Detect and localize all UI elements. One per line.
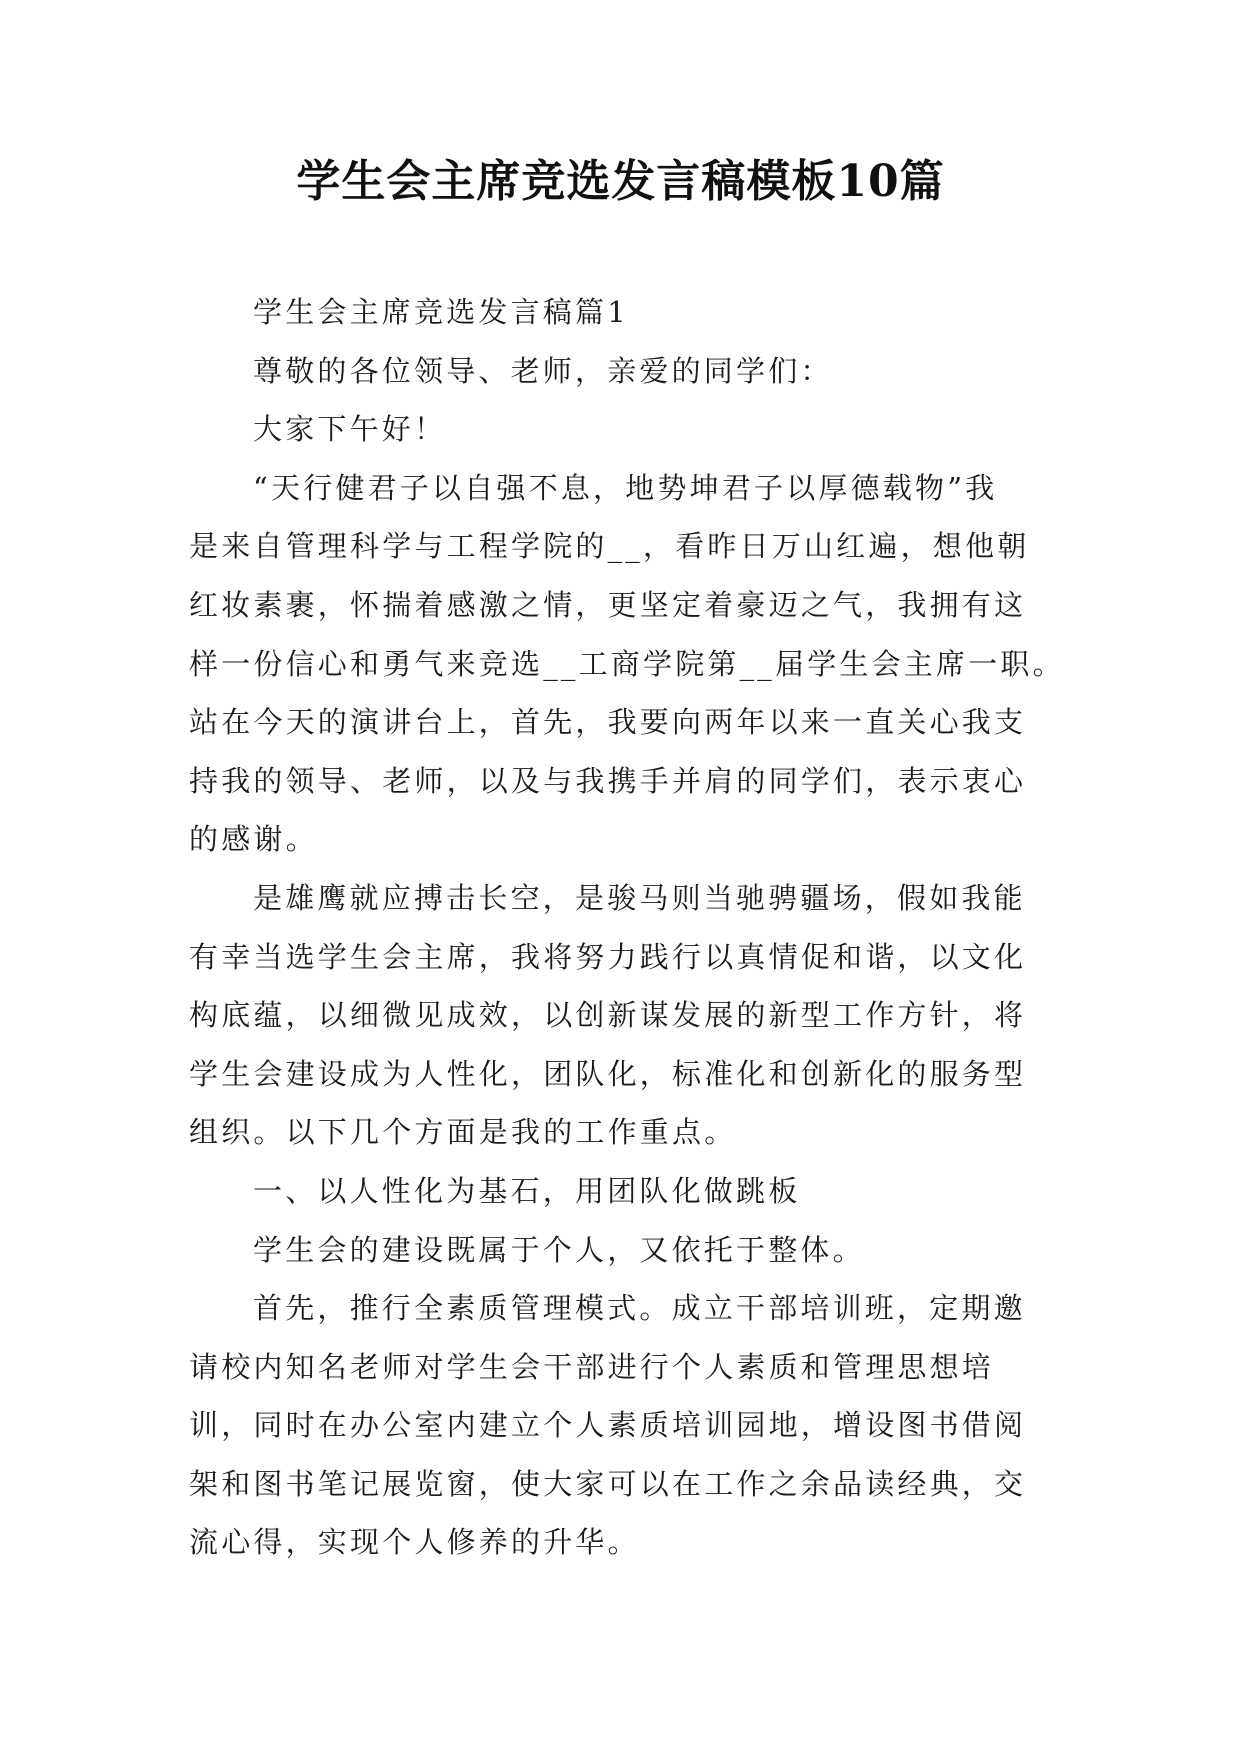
paragraph (189, 342, 1069, 401)
paragraph (189, 869, 1069, 1162)
paragraph (189, 1162, 1069, 1221)
text-line: 流心得，实现个人修养的升华。 (189, 1525, 640, 1560)
paragraph (189, 400, 1069, 459)
text-line: 尊敬的各位领导、老师，亲爱的同学们： (253, 353, 833, 388)
text-line: 是雄鹰就应搏击长空，是骏马则当驰骋疆场，假如我能 (253, 880, 1026, 915)
text-line: 红妆素裹，怀揣着感激之情，更坚定着豪迈之气，我拥有这 (189, 587, 1027, 622)
text-line: 的感谢。 (189, 822, 318, 857)
text-line: 一、以人性化为基石，用团队化做跳板 (253, 1173, 801, 1208)
text-line: 架和图书笔记展览窗，使大家可以在工作之余品读经典，交 (189, 1466, 1027, 1501)
text-line: 请校内知名老师对学生会干部进行个人素质和管理思想培 (189, 1349, 995, 1384)
text-line: 构底蕴，以细微见成效，以创新谋发展的新型工作方针，将 (189, 998, 1027, 1033)
paragraph (189, 459, 1069, 869)
text-line: 有幸当选学生会主席，我将努力践行以真情促和谐，以文化 (189, 939, 1027, 974)
text-line: 是来自管理科学与工程学院的__，看昨日万山红遍，想他朝 (189, 529, 1030, 564)
text-line: 学生会主席竞选发言稿篇1 (253, 295, 629, 329)
paragraph (189, 1221, 1069, 1280)
paragraph (189, 1279, 1069, 1572)
document-title: 学生会主席竞选发言稿模板10篇 (296, 156, 945, 207)
text-line: 首先，推行全素质管理模式。成立干部培训班，定期邀 (253, 1291, 1026, 1326)
text-line: 持我的领导、老师，以及与我携手并肩的同学们，表示衷心 (189, 763, 1027, 798)
text-line: 组织。以下几个方面是我的工作重点。 (189, 1115, 737, 1150)
text-line: 站在今天的演讲台上，首先，我要向两年以来一直关心我支 (189, 705, 1027, 740)
text-line: 学生会的建设既属于个人，又依托于整体。 (253, 1232, 865, 1267)
text-line: “天行健君子以自强不息，地势坤君子以厚德载物”我 (253, 470, 998, 505)
text-line: 大家下午好！ (253, 412, 447, 447)
text-line: 学生会建设成为人性化，团队化，标准化和创新化的服务型 (189, 1056, 1027, 1091)
text-line: 样一份信心和勇气来竞选__工商学院第__届学生会主席一职。 (189, 646, 1065, 681)
paragraph (189, 283, 1069, 342)
text-line: 训，同时在办公室内建立个人素质培训园地，增设图书借阅 (189, 1408, 1027, 1443)
document-body (189, 283, 1069, 1572)
